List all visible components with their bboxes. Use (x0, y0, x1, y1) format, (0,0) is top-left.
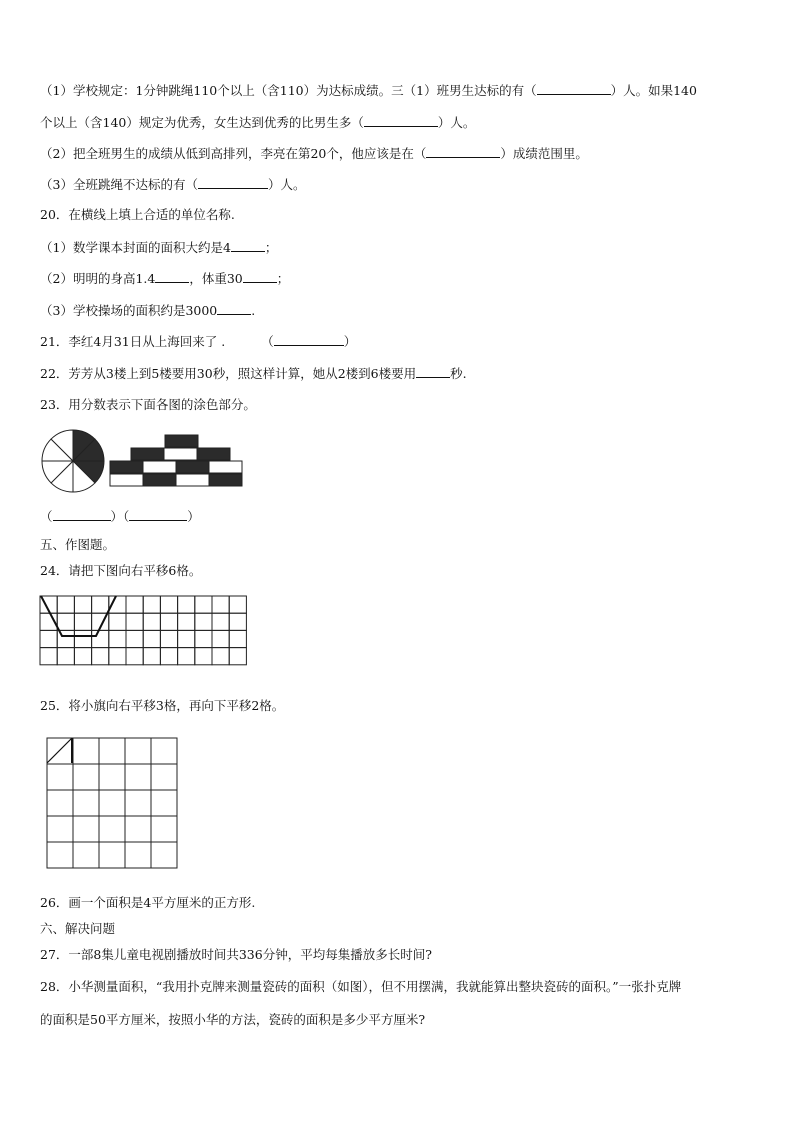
q25-grid-cell[interactable] (151, 790, 177, 816)
q24-grid-cell[interactable] (229, 613, 246, 630)
q24-grid-cell[interactable] (74, 613, 91, 630)
q19-part2 (40, 145, 588, 163)
section5-heading: 五、作图题。 (40, 537, 116, 552)
q19-part1-text-c: 个以上（含140）规定为优秀，女生达到优秀的比男生多（ (40, 115, 364, 130)
q25-grid-cell[interactable] (47, 842, 73, 868)
q25-grid-cell[interactable] (151, 842, 177, 868)
q25-grid-cell[interactable] (151, 816, 177, 842)
q24-grid-cell[interactable] (195, 648, 212, 665)
brick-shaded (143, 474, 176, 486)
q20-item2-text-a: （2）明明的身高1.4 (40, 271, 156, 286)
q24-grid-cell[interactable] (178, 630, 195, 647)
section6-heading: 六、解决问题 (40, 921, 116, 936)
q24-grid-cell[interactable] (92, 596, 109, 613)
q19-part1-line1 (40, 82, 697, 100)
q22 (40, 365, 467, 383)
q23-title: 23．用分数表示下面各图的涂色部分。 (40, 397, 256, 412)
brick-group (110, 435, 242, 486)
q25-grid-cell[interactable] (125, 738, 151, 764)
circle-slices (42, 430, 104, 492)
brick-shaded (176, 461, 209, 473)
q25-grid-cell[interactable] (73, 816, 99, 842)
q19-part1-text-a: （1）学校规定：1分钟跳绳110个以上（含110）为达标成绩。三（1）班男生达标的有（ (40, 83, 537, 98)
brick (209, 461, 242, 473)
q24-grid-cell[interactable] (143, 596, 160, 613)
q19-part3 (40, 176, 305, 194)
q25-grid-cell[interactable] (125, 764, 151, 790)
q24-grid-cells (40, 596, 246, 665)
brick-shaded (197, 448, 230, 460)
q24-grid-cell[interactable] (229, 648, 246, 665)
q24-grid-cell[interactable] (126, 596, 143, 613)
q24-grid-cell[interactable] (160, 613, 177, 630)
q20-item3 (40, 302, 255, 320)
q20-item2 (40, 270, 289, 288)
q23-answers (40, 508, 200, 526)
q24-grid-cell[interactable] (109, 648, 126, 665)
brick-shaded (209, 474, 242, 486)
q24-grid-cell[interactable] (143, 630, 160, 647)
q19-part1-line2 (40, 114, 475, 132)
q21-paren-open: （ (261, 334, 274, 349)
q19-part1-text-b: ）人。如果140 (610, 83, 697, 98)
q24-grid-cell[interactable] (229, 630, 246, 647)
q24-grid-cell[interactable] (109, 613, 126, 630)
q24-grid-cell[interactable] (92, 648, 109, 665)
q22-blank[interactable] (416, 365, 450, 378)
q25-grid-cell[interactable] (125, 842, 151, 868)
q24-grid-cell[interactable] (160, 596, 177, 613)
q19-part2-text-a: （2）把全班男生的成绩从低到高排列，李亮在第20个，他应该是在（ (40, 146, 427, 161)
q23-blank-2[interactable] (129, 508, 187, 521)
q21-text: 21．李红4月31日从上海回来了 . (40, 334, 226, 349)
q24-grid-cell[interactable] (212, 630, 229, 647)
q24-grid-cell[interactable] (229, 596, 246, 613)
q24-grid-cell[interactable] (40, 630, 57, 647)
q25-grid-cell[interactable] (99, 790, 125, 816)
q19-part3-text-a: （3）全班跳绳不达标的有（ (40, 177, 198, 192)
q25-grid-cell[interactable] (73, 764, 99, 790)
q25-grid-cell[interactable] (151, 738, 177, 764)
q20-title: 20．在横线上填上合适的单位名称. (40, 207, 235, 222)
q20-item1-text: （1）数学课本封面的面积大约是4 (40, 240, 231, 255)
q25-grid-cells (47, 738, 177, 868)
q24-grid-cell[interactable] (74, 596, 91, 613)
q19-part1-text-d: ）人。 (437, 115, 476, 130)
q25-grid[interactable] (46, 737, 178, 869)
q24-grid-cell[interactable] (109, 630, 126, 647)
q25-grid-cell[interactable] (125, 816, 151, 842)
q25-grid-cell[interactable] (73, 738, 99, 764)
q26-title: 26．画一个面积是4平方厘米的正方形. (40, 895, 256, 910)
q20-item2-text-b: ，体重30 (189, 271, 243, 286)
q24-grid-cell[interactable] (57, 648, 74, 665)
q24-grid-cell[interactable] (178, 648, 195, 665)
q24-grid-cell[interactable] (57, 613, 74, 630)
q21-blank[interactable] (274, 333, 344, 346)
q27-title: 27．一部8集儿童电视剧播放时间共336分钟，平均每集播放多长时间? (40, 947, 432, 962)
q25-title: 25．将小旗向右平移3格，再向下平移2格。 (40, 698, 285, 713)
q24-grid[interactable] (39, 595, 249, 682)
q23-blank-1[interactable] (53, 508, 111, 521)
q21 (40, 333, 356, 351)
q24-grid-cell[interactable] (178, 613, 195, 630)
q20-item1-end: ； (264, 240, 278, 255)
q19-blank-4[interactable] (198, 176, 268, 189)
brick-shaded (110, 461, 143, 473)
q19-part3-text-b: ）人。 (267, 177, 306, 192)
q25-grid-cell[interactable] (47, 738, 73, 764)
q24-grid-cell[interactable] (74, 648, 91, 665)
q24-grid-cell[interactable] (195, 613, 212, 630)
q24-grid-cell[interactable] (57, 596, 74, 613)
q25-grid-cell[interactable] (47, 816, 73, 842)
q20-blank-1[interactable] (231, 239, 265, 252)
q21-paren-close: ） (343, 334, 357, 349)
q20-item2-end: ； (276, 271, 290, 286)
q24-grid-cell[interactable] (143, 648, 160, 665)
q24-grid-cell[interactable] (195, 630, 212, 647)
q24-grid-cell[interactable] (143, 613, 160, 630)
q20-item3-end: . (251, 303, 256, 318)
q24-grid-cell[interactable] (92, 630, 109, 647)
q24-grid-cell[interactable] (212, 596, 229, 613)
q19-blank-1[interactable] (537, 82, 611, 95)
q25-grid-cell[interactable] (47, 790, 73, 816)
q22-end: 秒. (450, 366, 467, 381)
q28-line1: 28．小华测量面积，“我用扑克牌来测量瓷砖的面积（如图），但不用摆满，我就能算出整块瓷砖的面积。”一张扑克牌 (40, 979, 682, 994)
flag-diagonal (47, 738, 72, 763)
q25-grid-cell[interactable] (99, 816, 125, 842)
q24-grid-cell[interactable] (212, 648, 229, 665)
q20-blank-3[interactable] (243, 270, 277, 283)
brick-shaded (165, 435, 198, 447)
q25-grid-cell[interactable] (73, 790, 99, 816)
q28-line2: 的面积是50平方厘米，按照小华的方法，瓷砖的面积是多少平方厘米? (40, 1012, 426, 1027)
q20-item3-text: （3）学校操场的面积约是3000 (40, 303, 218, 318)
q25-grid-cell[interactable] (47, 764, 73, 790)
q20-blank-4[interactable] (217, 302, 251, 315)
q19-blank-3[interactable] (426, 145, 500, 158)
q24-grid-cell[interactable] (126, 648, 143, 665)
q25-grid-cell[interactable] (73, 842, 99, 868)
q24-grid-cell[interactable] (126, 630, 143, 647)
q24-grid-cell[interactable] (126, 613, 143, 630)
q23-paren-open: （ (40, 509, 53, 524)
q23-paren-close: ） (187, 509, 200, 524)
q22-text: 22．芳芳从3楼上到5楼要用30秒，照这样计算，她从2楼到6楼要用 (40, 366, 417, 381)
q24-grid-cell[interactable] (74, 630, 91, 647)
q25-grid-cell[interactable] (125, 790, 151, 816)
brick (176, 474, 209, 486)
q24-grid-cell[interactable] (178, 596, 195, 613)
q25-grid-cell[interactable] (99, 842, 125, 868)
q24-grid-cell[interactable] (40, 648, 57, 665)
q24-grid-cell[interactable] (212, 613, 229, 630)
q25-grid-cell[interactable] (151, 764, 177, 790)
q19-part2-text-b: ）成绩范围里。 (500, 146, 588, 161)
q24-title: 24．请把下图向右平移6格。 (40, 563, 202, 578)
q23-brick-pyramid-figure (108, 434, 248, 490)
q25-grid-cell[interactable] (99, 764, 125, 790)
q24-grid-cell[interactable] (160, 648, 177, 665)
brick (164, 448, 197, 460)
brick (110, 474, 143, 486)
q23-paren-mid: ）（ (110, 509, 130, 524)
brick-shaded (131, 448, 164, 460)
q20-blank-2[interactable] (155, 270, 189, 283)
q20-item1 (40, 239, 277, 257)
brick (143, 461, 176, 473)
q24-grid-cell[interactable] (160, 630, 177, 647)
q25-grid-cell[interactable] (99, 738, 125, 764)
q23-shaded-circle-figure (38, 428, 108, 494)
q19-blank-2[interactable] (364, 114, 438, 127)
q24-grid-cell[interactable] (195, 596, 212, 613)
